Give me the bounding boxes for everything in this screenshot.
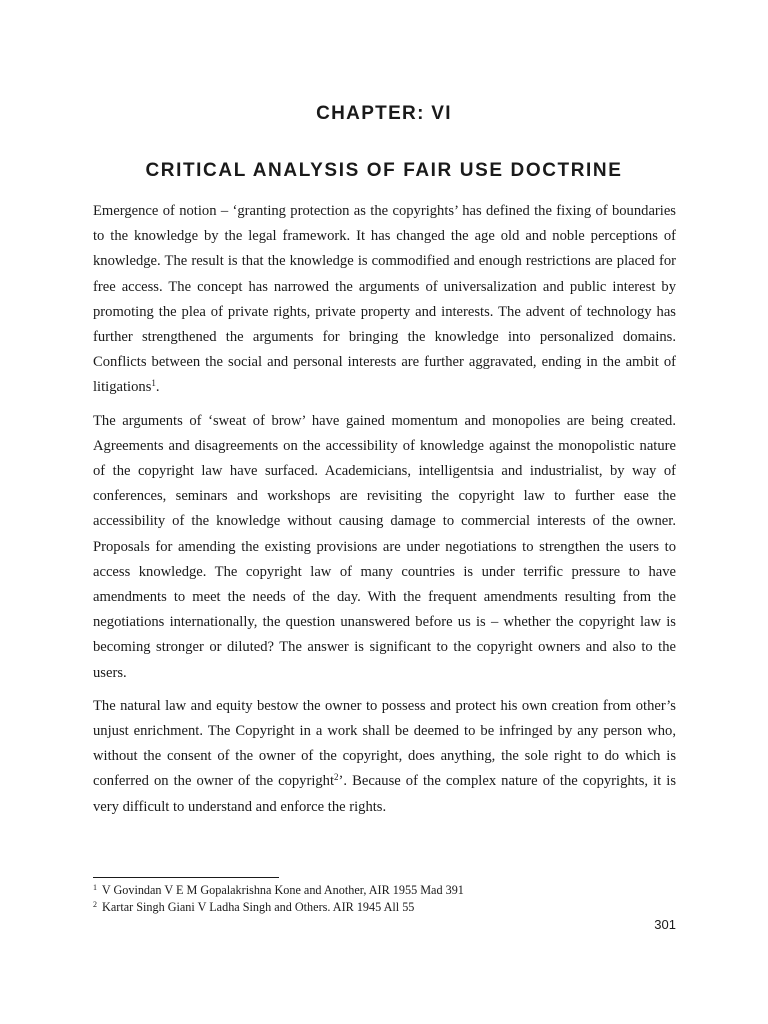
footnote-2-number: 2 (93, 900, 97, 909)
footnote-1-text: V Govindan V E M Gopalakrishna Kone and Another, AIR 1955 Mad 391 (99, 883, 464, 897)
paragraph-3-end: ’. Because of the complex nature of the copyrights, it is very difficult to understand and enforce the rights. (93, 773, 676, 815)
paragraph-1 (93, 199, 676, 401)
footnote-1 (93, 882, 676, 899)
paragraph-1-end: . (155, 379, 160, 396)
footnote-2 (93, 899, 676, 916)
footnote-1-number: 1 (93, 883, 97, 892)
paragraph-1-text: Emergence of notion – ‘granting protection as the copyrights’ has defined the fixing of boundaries to the knowledge by the legal framework. It has changed the age old and noble perceptions of knowledge. The result is that the knowledge is commodified and enough restrictions are placed for free access. The concept has narrowed the arguments of universalization and public interest by promoting the plea of private rights, private property and interests. The advent of technology has further strengthened the arguments for bringing the knowledge into personalized domains. Conflicts between the social and personal interests are further aggravated, ending in the ambit of litigations (93, 203, 676, 396)
chapter-label: CHAPTER: VI (316, 103, 452, 124)
footnote-ref-2: 2 (334, 772, 339, 783)
chapter-title: CRITICAL ANALYSIS OF FAIR USE DOCTRINE (145, 160, 623, 181)
paragraph-2: The arguments of ‘sweat of brow’ have gained momentum and monopolies are being created. Agreements and disagreements on the accessibility of knowledge against the monopolistic nature of the copyright law have surfaced. Academicians, intelligentsia and industrialist, by way of conferences, seminars and workshops are revisiting the copyright law to further ease the accessibility of the knowledge without causing damage to commercial interests of the owner. Proposals for amending the existing provisions are under negotiations to strengthen the users to access knowledge. The copyright law of many countries is under terrific pressure to have amendments to meet the needs of the day. With the frequent amendments resulting from the negotiations internationally, the question unanswered before us is – whether the copyright law is becoming stronger or diluted? The answer is significant to the copyright owners and also to the users. (93, 412, 676, 681)
paragraph-3-text: The natural law and equity bestow the owner to possess and protect his own creation from other’s unjust enrichment. The Copyright in a work shall be deemed to be infringed by any person who, without the consent of the owner of the copyright, does anything, the sole right to do which is conferred on the owner of the copyright (93, 697, 676, 790)
paragraph-3 (93, 694, 676, 820)
footnote-ref-1: 1 (151, 378, 156, 389)
footnote-2-text: Kartar Singh Giani V Ladha Singh and Others. AIR 1945 All 55 (99, 900, 415, 914)
body-text (93, 199, 676, 828)
footnotes (93, 882, 676, 916)
page-number: 301 (654, 917, 676, 932)
footnote-divider (93, 877, 279, 878)
